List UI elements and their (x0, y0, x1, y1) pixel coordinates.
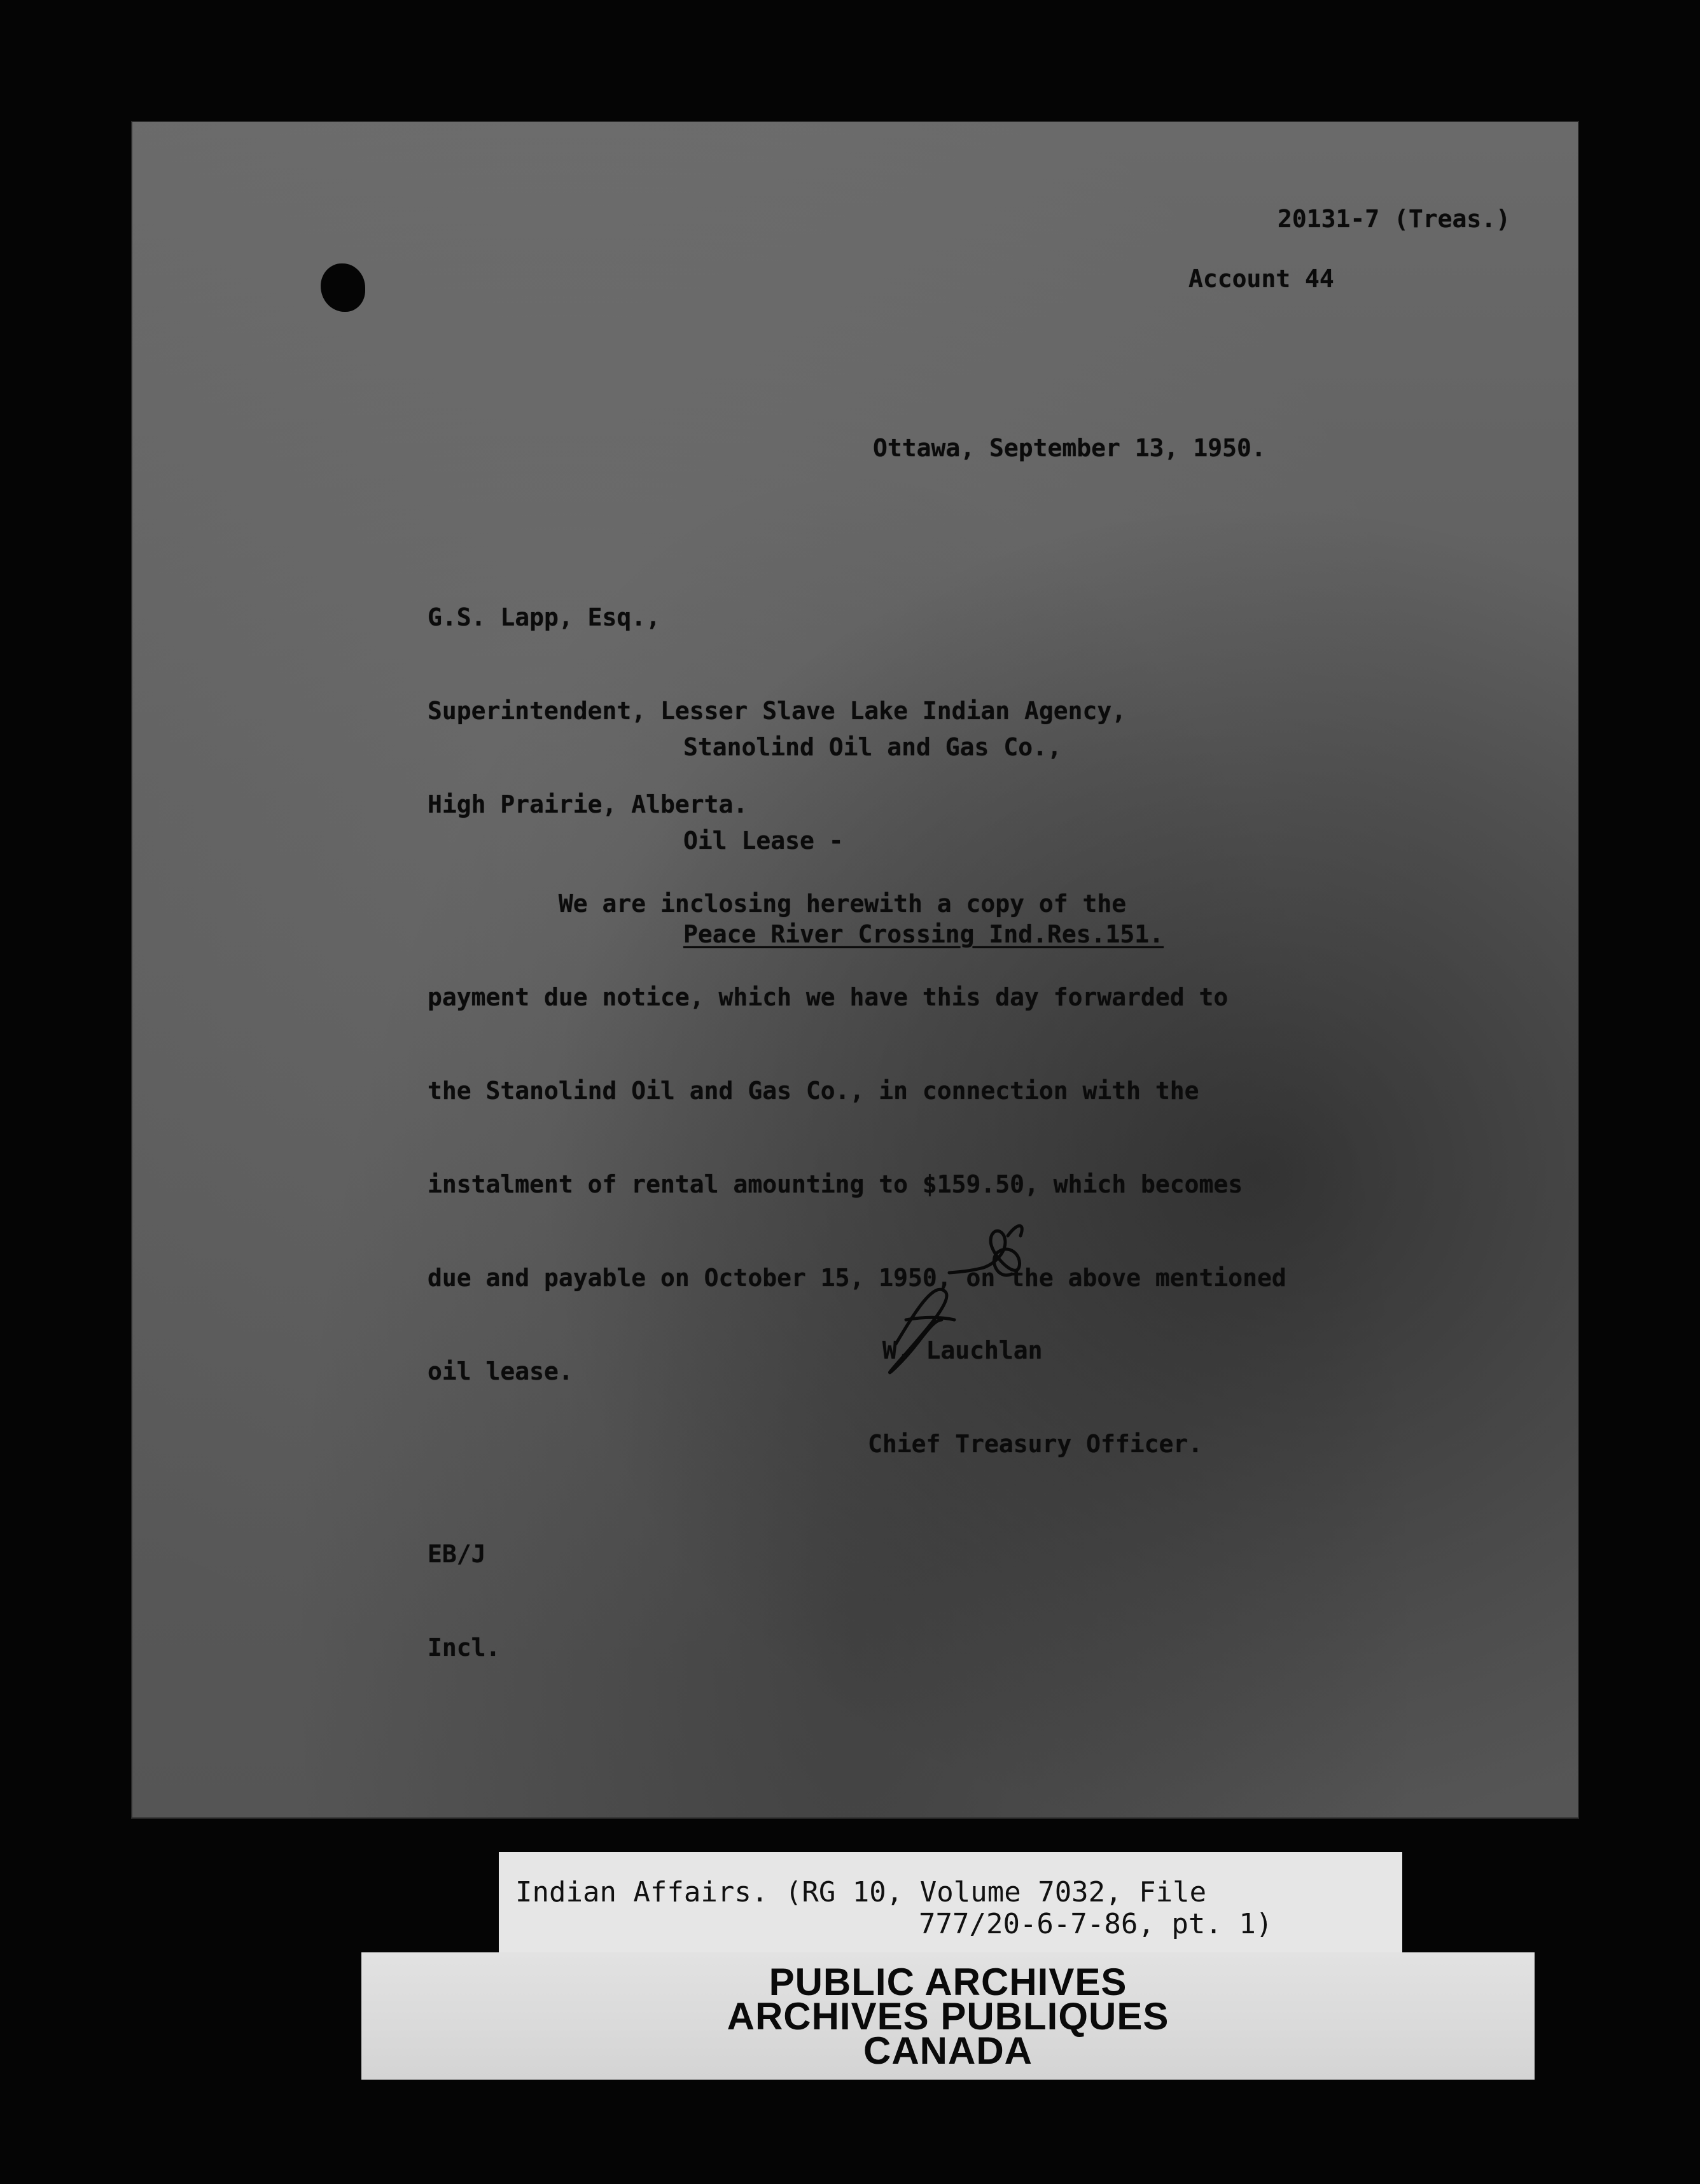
letter-page (132, 122, 1578, 1817)
body-line: instalment of rental amounting to $159.50, which becomes (428, 1170, 1243, 1198)
signature-block (868, 1273, 1202, 1522)
file-reference: 20131-7 (Treas.) (1278, 205, 1511, 233)
recipient-line: G.S. Lapp, Esq., (428, 603, 661, 631)
body-line: payment due notice, which we have this day forwarded to (428, 983, 1229, 1011)
reference-initials (428, 1476, 500, 1726)
ink-blot (321, 263, 365, 312)
body-line: due and payable on October 15, 1950, on the above mentioned (428, 1264, 1286, 1292)
signatory-title: Chief Treasury Officer. (868, 1430, 1203, 1458)
body-line: the Stanolind Oil and Gas Co., in connection with the (428, 1077, 1199, 1105)
subject-line: Stanolind Oil and Gas Co., (683, 733, 1062, 761)
archives-country: CANADA (863, 2029, 1033, 2072)
public-archives-banner (361, 1952, 1535, 2080)
archives-name-english: PUBLIC ARCHIVES (769, 1961, 1127, 2003)
recipient-line: Superintendent, Lesser Slave Lake Indian Agency, (428, 697, 1127, 725)
body-line: We are inclosing herewith a copy of the (428, 890, 1127, 918)
recipient-line: High Prairie, Alberta. (428, 790, 748, 818)
typist-initials: EB/J (428, 1540, 486, 1568)
signatory-name: W. Lauchlan (868, 1336, 1043, 1364)
archive-reference-line: 777/20-6-7-86, pt. 1) (919, 1908, 1273, 1940)
account-number: Account 44 (1188, 265, 1334, 293)
archive-reference-line: Indian Affairs. (RG 10, Volume 7032, File (515, 1876, 1207, 1908)
subject-line: Oil Lease - (683, 827, 844, 855)
place-date: Ottawa, September 13, 1950. (873, 434, 1266, 462)
archive-reference-label (499, 1852, 1402, 1952)
subject-line: Peace River Crossing Ind.Res.151. (683, 920, 1164, 948)
archives-name-french: ARCHIVES PUBLIQUES (727, 1995, 1169, 2038)
body-line: oil lease. (428, 1357, 573, 1385)
enclosure-note: Incl. (428, 1634, 501, 1662)
